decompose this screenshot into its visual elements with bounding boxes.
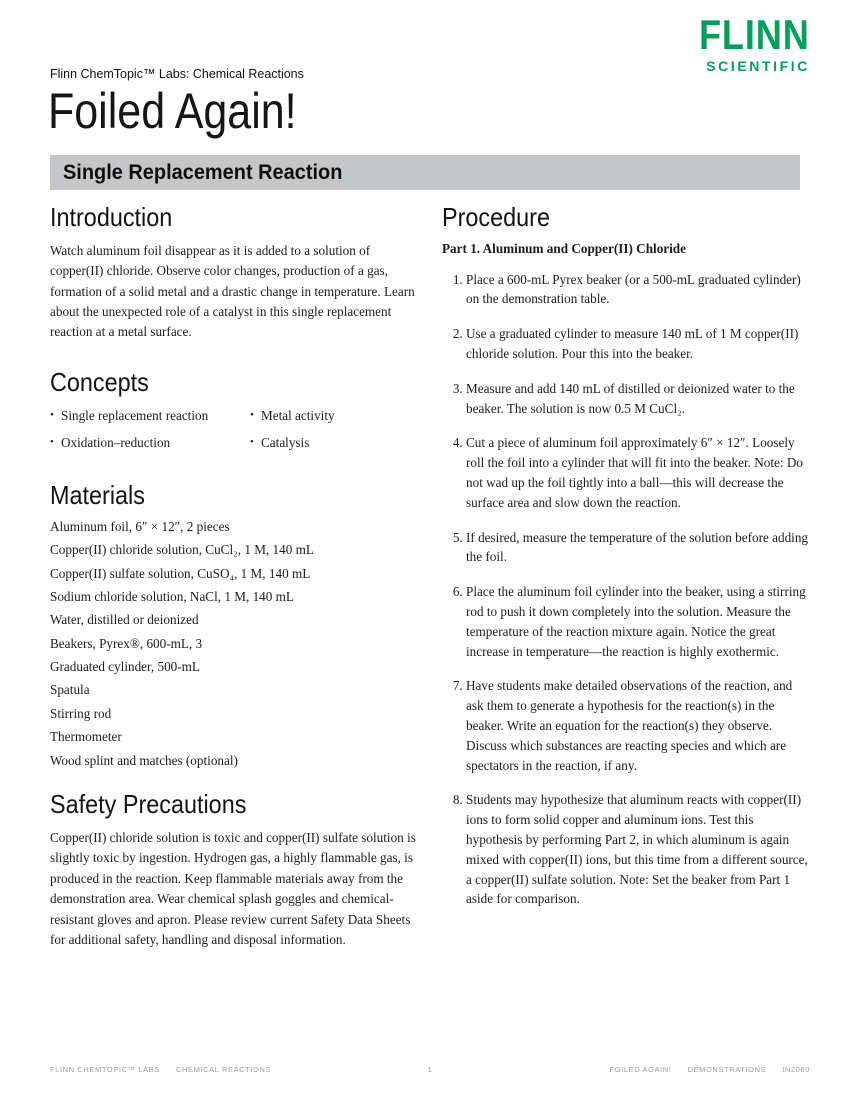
series-eyebrow-text: Flinn ChemTopic™ Labs: Chemical Reactions xyxy=(50,66,304,81)
material-item: Stirring rod xyxy=(50,705,112,721)
footer-topic: CHEMICAL REACTIONS xyxy=(175,1064,272,1074)
material-item: Copper(II) chloride solution, CuCl₂, 1 M, 140 mL xyxy=(50,542,314,558)
procedure-step: 5. If desired, measure the temperature of the solution before adding the foil. xyxy=(466,528,812,568)
material-item: Thermometer xyxy=(50,729,122,745)
concept-item: • Metal activity xyxy=(250,409,335,424)
series-eyebrow xyxy=(50,66,314,81)
safety-heading: Safety Precautions xyxy=(50,789,247,820)
footer-right xyxy=(610,1065,810,1074)
safety-body: Copper(II) chloride solution is toxic and copper(II) sulfate solution is slightly toxic by ingestion. Hydrogen gas, a highly flammable gas, is produced in the reaction. Keep flammable materials away from the demonstration area. Wear chemical splash goggles and chemical-resistant gloves and apron. Please review current Safety Data Sheets for additional safety, handling and disposal information. xyxy=(50,829,416,948)
section-introduction xyxy=(50,203,416,343)
material-item: Graduated cylinder, 500-mL xyxy=(50,659,200,675)
introduction-body: Watch aluminum foil disappear as it is added to a solution of copper(II) chloride. Observe color changes, production of a gas, formation of a solid metal and a drastic change in temperature. Learn about the unexpected role of a catalyst in this single replacement reaction at a metal surface. xyxy=(50,242,415,340)
concepts-column-2 xyxy=(250,405,335,462)
concepts-heading: Concepts xyxy=(50,366,149,397)
procedure-steps xyxy=(442,270,812,910)
material-item: Wood splint and matches (optional) xyxy=(50,752,238,768)
section-concepts xyxy=(50,368,416,463)
concept-item: • Oxidation–reduction xyxy=(50,436,250,451)
logo-wordmark: FLINN xyxy=(699,11,810,58)
footer-series: FLINN CHEMTOPIC™ LABS xyxy=(50,1064,160,1074)
concept-item: • Catalysis xyxy=(250,436,335,451)
page-title-text: Foiled Again! xyxy=(48,83,297,139)
material-item: Aluminum foil, 6″ × 12″, 2 pieces xyxy=(50,519,230,535)
procedure-step: 6. Place the aluminum foil cylinder into the beaker, using a stirring rod to push it down completely into the solution. Measure the temperature of the reaction mixture again. Notice the great increase in temperature—the reaction is highly exothermic. xyxy=(466,582,812,661)
procedure-step: 4. Cut a piece of aluminum foil approximately 6″ × 12″. Loosely roll the foil into a cylinder that will fit into the beaker. Note: Do not wad up the foil tightly into a ball—this will decrease the surface area and slow down the reaction. xyxy=(466,433,812,512)
footer-doc-title: FOILED AGAIN! xyxy=(609,1064,672,1074)
material-item: Water, distilled or deionized xyxy=(50,612,199,628)
introduction-heading: Introduction xyxy=(50,202,173,232)
left-column xyxy=(50,203,416,951)
right-column xyxy=(442,203,812,951)
flinn-logo xyxy=(681,11,810,74)
procedure-step: 2. Use a graduated cylinder to measure 140 mL of 1 M copper(II) chloride solution. Pour this into the beaker. xyxy=(466,324,812,364)
footer-doc-section: DEMONSTRATIONS xyxy=(687,1064,767,1074)
materials-list xyxy=(50,519,416,768)
footer-page-number: 1 xyxy=(427,1064,433,1074)
page-title xyxy=(48,83,337,139)
section-safety xyxy=(50,790,416,950)
logo-tagline: SCIENTIFIC xyxy=(706,58,810,74)
content-columns xyxy=(50,203,812,951)
subtitle-banner-text: Single Replacement Reaction xyxy=(63,160,343,184)
page-footer xyxy=(50,1062,810,1076)
procedure-part1-title: Part 1. Aluminum and Copper(II) Chloride xyxy=(442,240,686,256)
procedure-step: 8. Students may hypothesize that aluminum reacts with copper(II) ions to form solid copper and aluminum ions. Test this hypothesis by performing Part 2, in which aluminum is again mixed with copper(II) ions, but this time from a different source, a copper(II) sulfate solution. Note: Set the beaker from Part 1 aside for comparison. xyxy=(466,790,812,909)
material-item: Sodium chloride solution, NaCl, 1 M, 140 mL xyxy=(50,589,294,605)
concept-item: • Single replacement reaction xyxy=(50,409,250,424)
section-materials xyxy=(50,481,416,768)
material-item: Spatula xyxy=(50,682,90,698)
procedure-step: 3. Measure and add 140 mL of distilled or deionized water to the beaker. The solution is now 0.5 M CuCl₂. xyxy=(466,379,812,419)
footer-doc-code: IN2060 xyxy=(782,1064,810,1074)
materials-heading: Materials xyxy=(50,480,145,511)
section-procedure xyxy=(442,203,812,909)
procedure-step: 7. Have students make detailed observations of the reaction, and ask them to generate a hypothesis for the reaction(s) in the beaker. Write an equation for the reaction(s) they observe. Discuss which substances are reacting species and which are spectators in the reaction, if any. xyxy=(466,676,812,775)
subtitle-banner xyxy=(50,155,800,190)
procedure-step: 1. Place a 600-mL Pyrex beaker (or a 500-mL graduated cylinder) on the demonstration table. xyxy=(466,270,812,310)
procedure-heading: Procedure xyxy=(442,202,550,232)
footer-left xyxy=(50,1065,271,1074)
concepts-column-1 xyxy=(50,405,250,462)
material-item: Copper(II) sulfate solution, CuSO₄, 1 M, 140 mL xyxy=(50,565,311,581)
concepts-grid xyxy=(50,405,416,462)
material-item: Beakers, Pyrex®, 600-mL, 3 xyxy=(50,635,203,651)
